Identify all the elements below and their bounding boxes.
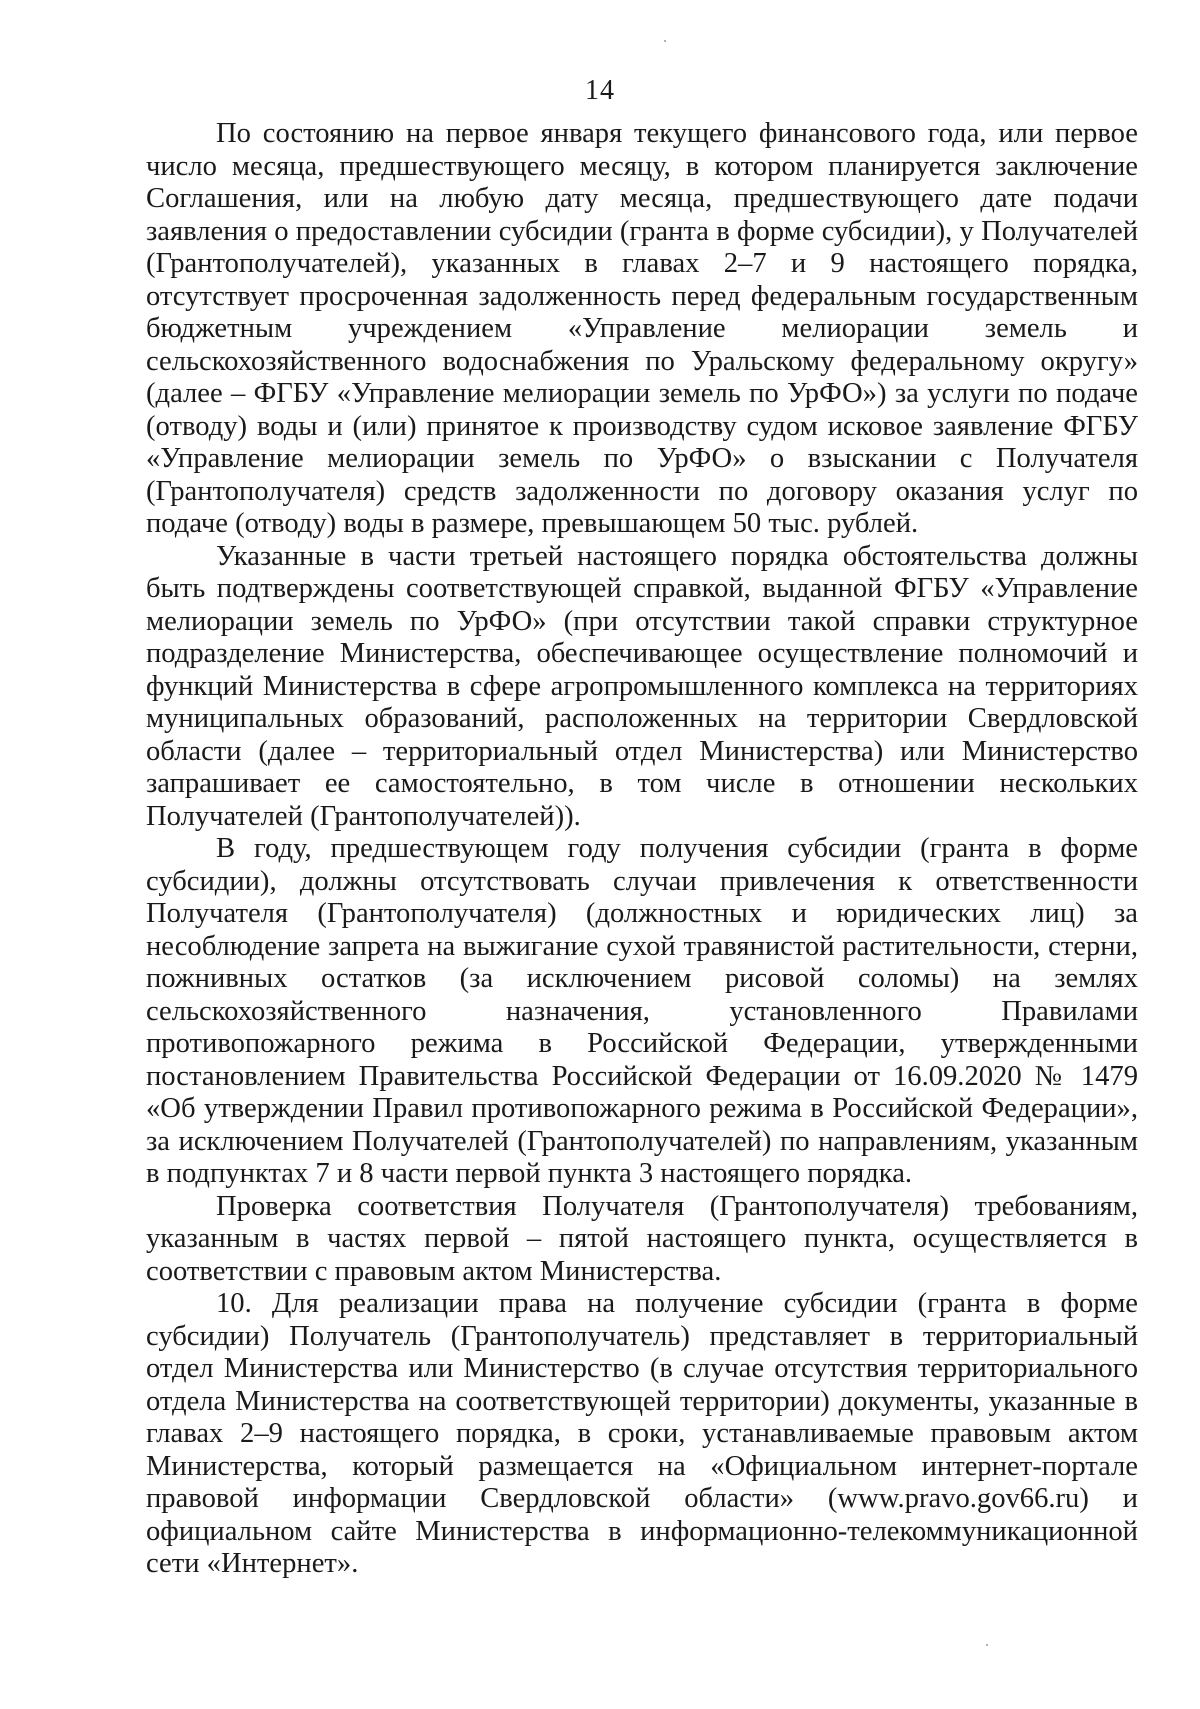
scan-speck-bottom <box>986 1644 988 1646</box>
paragraph-certificate-confirmation: Указанные в части третьей настоящего порядка обстоятельства должны быть подтверждены соответствующей справкой, выданной ФГБУ «Управление мелиорации земель по УрФО» (при отсутствии такой справки структурное подразделение Министерства, обеспечивающее осуществление полномочий и функций Министерства в сфере агропромышленного комплекса на территориях муниципальных образований, расположенных на территории Свердловской области (далее – территориальный отдел Министерства) или Министерство запрашивает ее самостоятельно, в том числе в отношении нескольких Получателей (Грантополучателей)). <box>146 540 1138 832</box>
paragraph-overdue-debt: По состоянию на первое января текущего финансового года, или первое число месяца, предшествующего месяцу, в котором планируется заключение Соглашения, или на любую дату месяца, предшествующего дате подачи заявления о предоставлении субсидии (гранта в форме субсидии), у Получателей (Грантополучателей), указанных в главах 2–7 и 9 настоящего порядка, отсутствует просроченная задолженность перед федеральным государственным бюджетным учреждением «Управление мелиорации земель и сельскохозяйственного водоснабжения по Уральскому федеральному округу» (далее – ФГБУ «Управление мелиорации земель по УрФО») за услуги по подаче (отводу) воды и (или) принятое к производству судом исковое заявление ФГБУ «Управление мелиорации земель по УрФО» о взыскании с Получателя (Грантополучателя) средств задолженности по договору оказания услуг по подаче (отводу) воды в размере, превышающем 50 тыс. рублей. <box>146 118 1138 539</box>
document-body <box>146 118 1138 1581</box>
paragraph-compliance-check: Проверка соответствия Получателя (Грантополучателя) требованиям, указанным в частях первой – пятой настоящего пункта, осуществляется в соответствии с правовым актом Министерства. <box>146 1190 1138 1287</box>
paragraph-fire-safety-violations: В году, предшествующем году получения субсидии (гранта в форме субсидии), должны отсутствовать случаи привлечения к ответственности Получателя (Грантополучателя) (должностных и юридических лиц) за несоблюдение запрета на выжигание сухой травянистой растительности, стерни, пожнивных остатков (за исключением рисовой соломы) на землях сельскохозяйственного назначения, установленного Правилами противопожарного режима в Российской Федерации, утвержденными постановлением Правительства Российской Федерации от 16.09.2020 № 1479 «Об утверждении Правил противопожарного режима в Российской Федерации», за исключением Получателей (Грантополучателей) по направлениям, указанным в подпунктах 7 и 8 части первой пункта 3 настоящего порядка. <box>146 833 1138 1189</box>
page-number: 14 <box>585 75 615 106</box>
scan-speck-top <box>664 40 666 42</box>
paragraph-clause-10-documents: 10. Для реализации права на получение субсидии (гранта в форме субсидии) Получатель (Грантополучатель) представляет в территориальный отдел Министерства или Министерство (в случае отсутствия территориального отдела Министерства на соответствующей территории) документы, указанные в главах 2–9 настоящего порядка, в сроки, устанавливаемые правовым актом Министерства, который размещается на «Официальном интернет-портале правовой информации Свердловской области» (www.pravo.gov66.ru) и официальном сайте Министерства в информационно-телекоммуникационной сети «Интернет». <box>146 1288 1138 1579</box>
